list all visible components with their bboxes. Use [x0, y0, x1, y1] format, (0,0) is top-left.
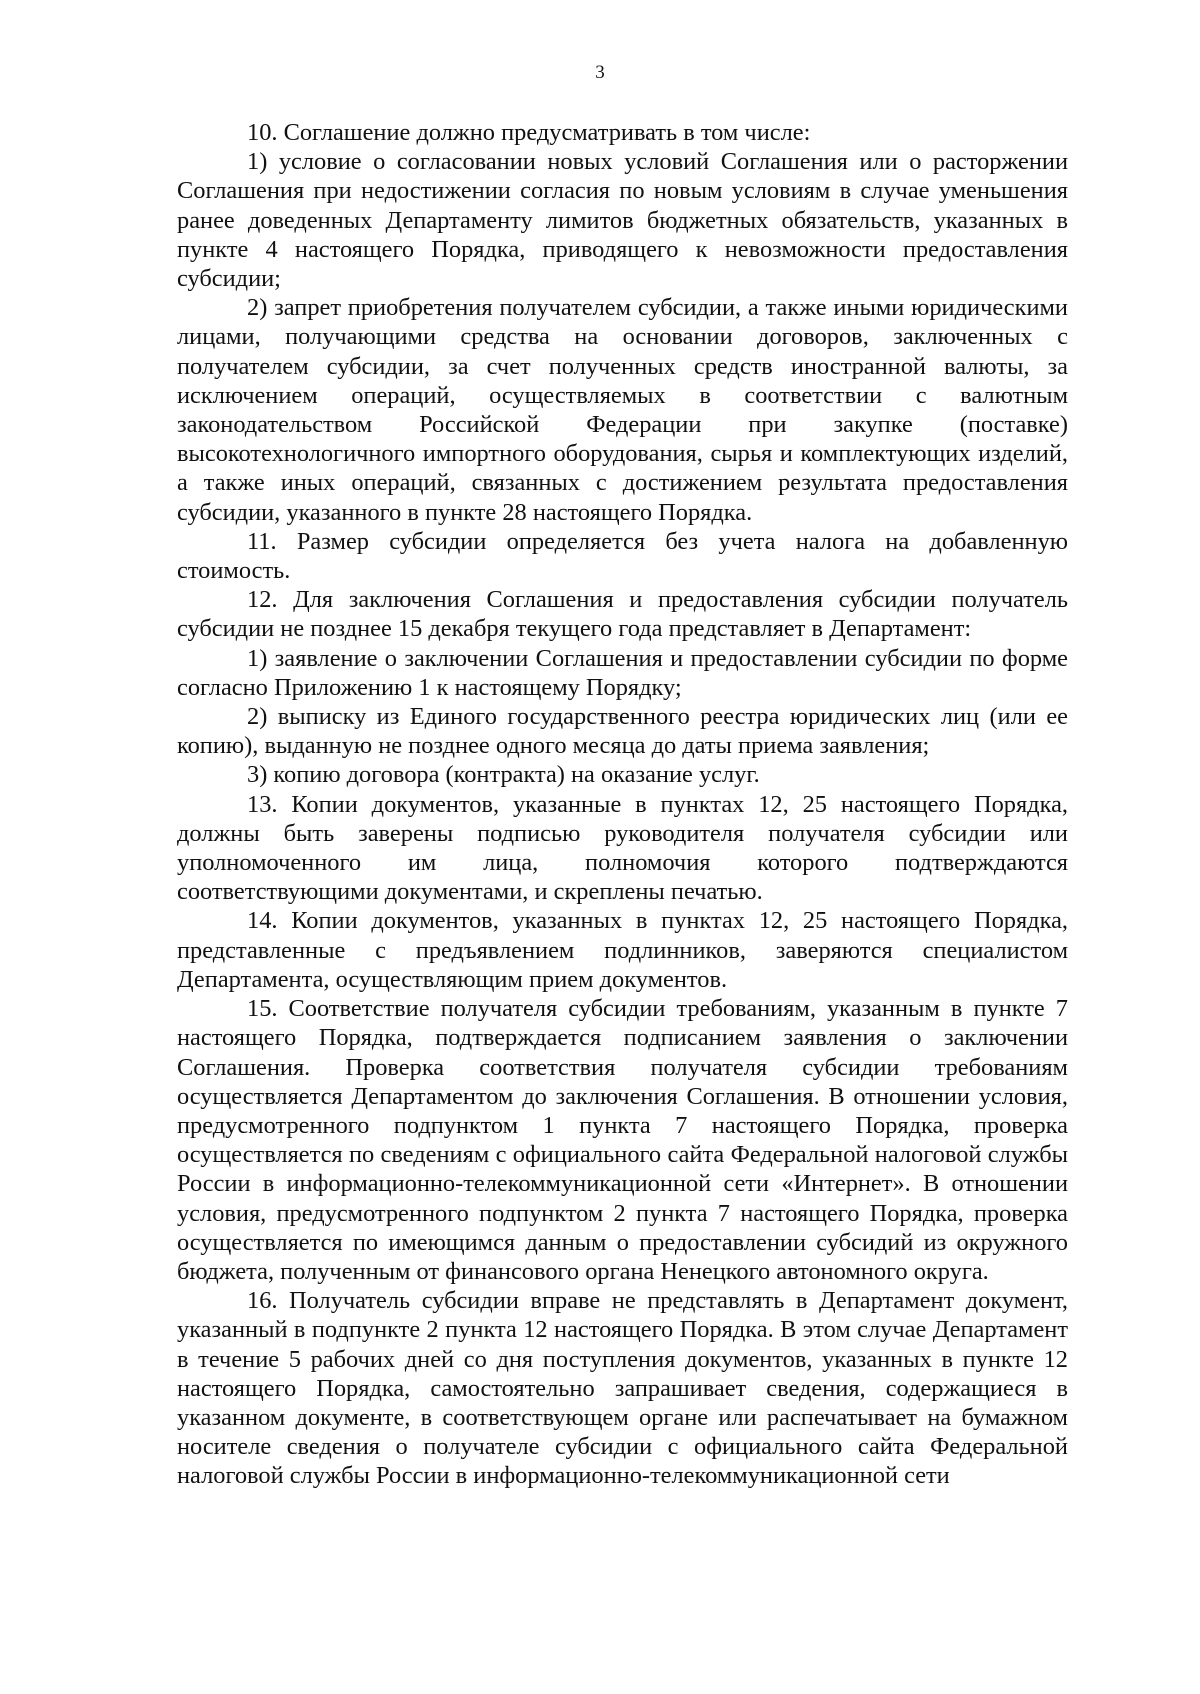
paragraph-11: 11. Размер субсидии определяется без учета налога на добавленную стоимость. — [177, 527, 1068, 585]
paragraph-12-item-1: 1) заявление о заключении Соглашения и предоставлении субсидии по форме согласно Приложению 1 к настоящему Порядку; — [177, 644, 1068, 701]
paragraph-10-item-1: 1) условие о согласовании новых условий Соглашения или о расторжении Соглашения при недостижении согласия по новым условиям в случае уменьшения ранее доведенных Департаменту лимитов бюджетных обязательств, указанных в пункте 4 настоящего Порядка, приводящего к невозможности предоставления субсидии; — [177, 148, 1068, 293]
paragraph-12-item-3: 3) копию договора (контракта) на оказание услуг. — [247, 761, 760, 789]
page-number: 3 — [595, 62, 605, 83]
paragraph-14: 14. Копии документов, указанных в пунктах 12, 25 настоящего Порядка, представленные с предъявлением подлинников, заверяются специалистом Департамента, осуществляющим прием документов. — [177, 907, 1068, 993]
paragraph-10: 10. Соглашение должно предусматривать в том числе: — [247, 119, 811, 146]
paragraph-13: 13. Копии документов, указанные в пунктах 12, 25 настоящего Порядка, должны быть заверены подписью руководителя получателя субсидии или уполномоченного им лица, полномочия которого подтверждаются соответствующими документами, и скреплены печатью. — [177, 790, 1068, 906]
paragraph-15: 15. Соответствие получателя субсидии требованиям, указанным в пункте 7 настоящего Порядка, подтверждается подписанием заявления о заключении Соглашения. Проверка соответствия получателя субсидии требованиям осуществляется Департаментом до заключения Соглашения. В отношении условия, предусмотренного подпунктом 1 пункта 7 настоящего Порядка, проверка осуществляется по сведениям с официального сайта Федеральной налоговой службы России в информационно-телекоммуникационной сети «Интернет». В отношении условия, предусмотренного подпунктом 2 пункта 7 настоящего Порядка, проверка осуществляется по имеющимся данным о предоставлении субсидий из окружного бюджета, полученным от финансового органа Ненецкого автономного округа. — [177, 995, 1068, 1285]
paragraph-12: 12. Для заключения Соглашения и предоставления субсидии получатель субсидии не позднее 15 декабря текущего года представляет в Департамент: — [177, 586, 1068, 643]
paragraph-16: 16. Получатель субсидии вправе не представлять в Департамент документ, указанный в подпункте 2 пункта 12 настоящего Порядка. В этом случае Департамент в течение 5 рабочих дней со дня поступления документов, указанных в пункте 12 настоящего Порядка, самостоятельно запрашивает сведения, содержащиеся в указанном документе, в соответствующем органе или распечатывает на бумажном носителе сведения о получателе субсидии с официального сайта Федеральной налоговой службы России в информационно-телекоммуникационной сети — [177, 1287, 1068, 1490]
paragraph-12-item-2: 2) выписку из Единого государственного реестра юридических лиц (или ее копию), выданную не позднее одного месяца до даты приема заявления; — [177, 703, 1068, 760]
document-body — [177, 118, 1068, 1491]
paragraph-10-item-2: 2) запрет приобретения получателем субсидии, а также иными юридическими лицами, получающими средства на основании договоров, заключенных с получателем субсидии, за счет полученных средств иностранной валюты, за исключением операций, осуществляемых в соответствии с валютным законодательством Российской Федерации при закупке (поставке) высокотехнологичного импортного оборудования, сырья и комплектующих изделий, а также иных операций, связанных с достижением результата предоставления субсидии, указанного в пункте 28 настоящего Порядка. — [177, 294, 1068, 526]
